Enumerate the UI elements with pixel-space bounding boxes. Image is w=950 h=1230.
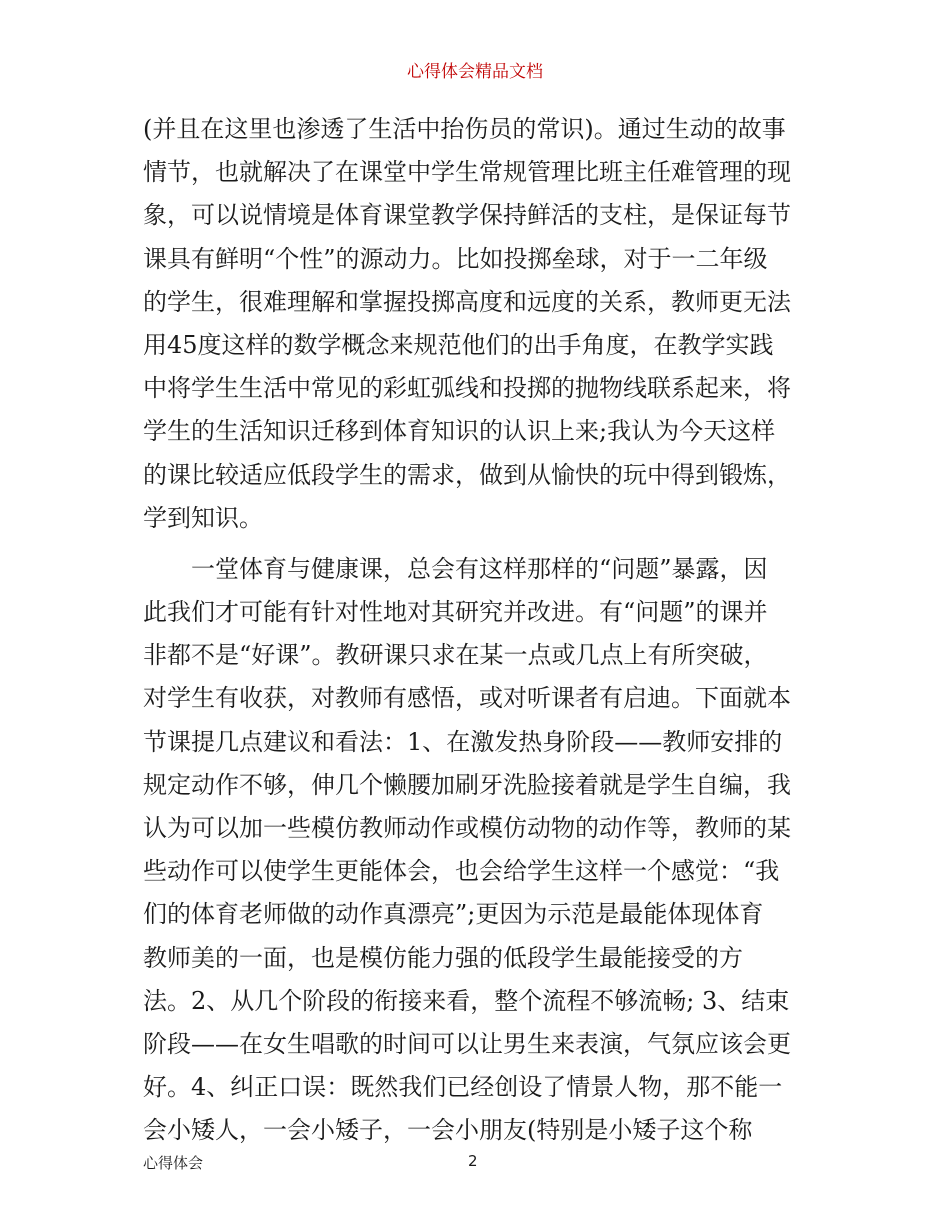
page-number: 2 bbox=[468, 1152, 478, 1170]
page-footer bbox=[0, 1152, 950, 1176]
page-header-title: 心得体会精品文档 bbox=[407, 62, 543, 82]
text-line: 此我们才可能有针对性地对其研究并改进。有“问题”的课并 bbox=[143, 598, 768, 627]
text-line: (并且在这里也渗透了生活中抬伤员的常识)。通过生动的故事 bbox=[143, 115, 786, 143]
text-line: 认为可以加一些模仿教师动作或模仿动物的动作等，教师的某 bbox=[143, 814, 791, 842]
text-line: 法。2、从几个阶段的衔接来看，整个流程不够流畅; 3、结束 bbox=[143, 986, 790, 1015]
footer-label: 心得体会 bbox=[143, 1154, 204, 1172]
text-line: 中将学生生活中常见的彩虹弧线和投掷的抛物线联系起来，将 bbox=[143, 374, 791, 403]
text-line: 规定动作不够，伸几个懒腰加刷牙洗脸接着就是学生自编，我 bbox=[143, 770, 791, 799]
text-line: 节课提几点建议和看法：1、在激发热身阶段——教师安排的 bbox=[143, 727, 783, 756]
document-body bbox=[143, 108, 811, 1153]
text-line: 们的体育老师做的动作真漂亮”;更因为示范是最能体现体育 bbox=[143, 900, 764, 929]
paragraph-1 bbox=[143, 108, 811, 540]
text-line: 一堂体育与健康课，总会有这样那样的“问题”暴露，因 bbox=[143, 554, 768, 583]
text-line: 好。4、纠正口误：既然我们已经创设了情景人物，那不能一 bbox=[143, 1073, 783, 1102]
text-line: 情节，也就解决了在课堂中学生常规管理比班主任难管理的现 bbox=[143, 158, 791, 187]
text-line: 非都不是“好课”。教研课只求在某一点或几点上有所突破， bbox=[143, 641, 768, 670]
text-line: 课具有鲜明“个性”的源动力。比如投掷垒球，对于一二年级 bbox=[143, 244, 768, 273]
text-line: 的学生，很难理解和掌握投掷高度和远度的关系，教师更无法 bbox=[143, 287, 791, 316]
text-line: 学生的生活知识迁移到体育知识的认识上来;我认为今天这样 bbox=[143, 417, 776, 446]
text-line: 的课比较适应低段学生的需求，做到从愉快的玩中得到锻炼， bbox=[143, 460, 791, 489]
paragraph-2 bbox=[143, 548, 811, 1153]
text-line: 会小矮人，一会小矮子，一会小朋友(特别是小矮子这个称 bbox=[143, 1116, 753, 1145]
text-line: 对学生有收获，对教师有感悟，或对听课者有启迪。下面就本 bbox=[143, 684, 791, 713]
text-line: 象，可以说情境是体育课堂教学保持鲜活的支柱，是保证每节 bbox=[143, 201, 791, 230]
text-line: 教师美的一面，也是模仿能力强的低段学生最能接受的方 bbox=[143, 943, 743, 972]
text-line: 用45度这样的数学概念来规范他们的出手角度，在教学实践 bbox=[143, 330, 774, 359]
text-line: 些动作可以使学生更能体会，也会给学生这样一个感觉：“我 bbox=[143, 857, 780, 886]
text-line: 学到知识。 bbox=[143, 503, 263, 532]
paragraph-gap bbox=[143, 540, 811, 548]
text-line: 阶段——在女生唱歌的时间可以让男生来表演，气氛应该会更 bbox=[143, 1029, 791, 1058]
